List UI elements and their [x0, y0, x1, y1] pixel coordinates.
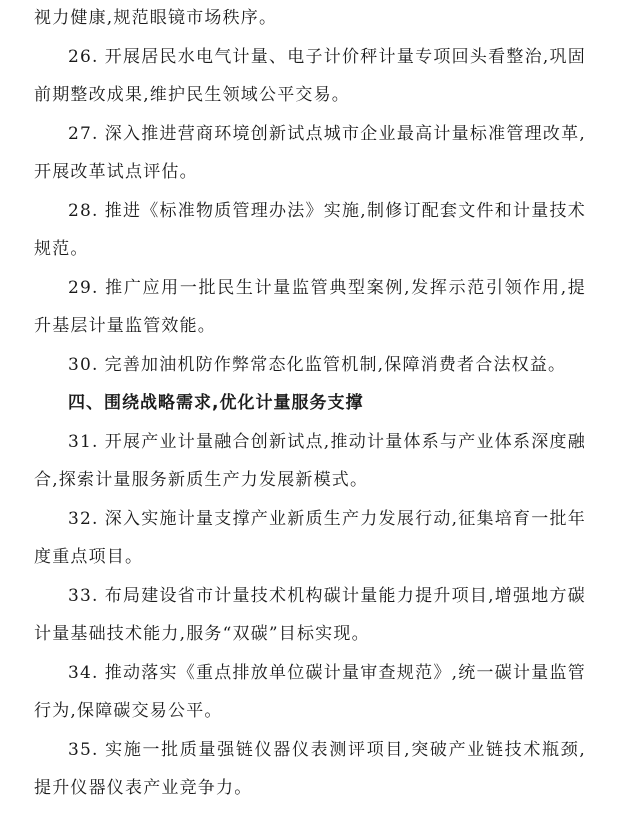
item-number: 32. [68, 508, 99, 529]
item-text: 实施一批质量强链仪器仪表测评项目,突破产业链技术瓶颈,提升仪器仪表产业竞争力。 [34, 739, 586, 798]
item-number: 33. [68, 585, 99, 606]
list-item [34, 38, 586, 115]
item-number: 26. [68, 46, 99, 67]
item-text: 深入推进营商环境创新试点城市企业最高计量标准管理改革,开展改革试点评估。 [34, 123, 586, 182]
item-text: 开展产业计量融合创新试点,推动计量体系与产业体系深度融合,探索计量服务新质生产力发展新模式。 [34, 431, 586, 490]
item-number: 34. [68, 662, 99, 683]
item-number: 31. [68, 431, 99, 452]
item-number: 28. [68, 200, 99, 221]
continuation-text: 视力健康,规范眼镜市场秩序。 [34, 8, 278, 28]
list-item [34, 731, 586, 808]
list-item [34, 346, 586, 385]
item-number: 30. [68, 354, 99, 375]
item-text: 推动落实《重点排放单位碳计量审查规范》,统一碳计量监管行为,保障碳交易公平。 [34, 662, 586, 721]
list-item [34, 269, 586, 346]
item-text: 开展居民水电气计量、电子计价秤计量专项回头看整治,巩固前期整改成果,维护民生领域公平交易。 [34, 46, 586, 105]
list-item [34, 423, 586, 500]
item-text: 布局建设省市计量技术机构碳计量能力提升项目,增强地方碳计量基础技术能力,服务“双碳”目标实现。 [34, 585, 586, 644]
item-list-before-heading [34, 38, 586, 385]
list-item [34, 115, 586, 192]
list-item [34, 500, 586, 577]
list-item [34, 577, 586, 654]
item-text: 推进《标准物质管理办法》实施,制修订配套文件和计量技术规范。 [34, 200, 586, 259]
item-text: 完善加油机防作弊常态化监管机制,保障消费者合法权益。 [104, 354, 567, 375]
item-number: 29. [68, 277, 99, 298]
section-heading: 四、围绕战略需求,优化计量服务支撑 [68, 393, 364, 413]
list-item [34, 654, 586, 731]
item-text: 推广应用一批民生计量监管典型案例,发挥示范引领作用,提升基层计量监管效能。 [34, 277, 586, 336]
item-text: 深入实施计量支撑产业新质生产力发展行动,征集培育一批年度重点项目。 [34, 508, 586, 567]
item-list-after-heading [34, 423, 586, 808]
item-number: 35. [68, 739, 99, 760]
item-number: 27. [68, 123, 99, 144]
list-item [34, 192, 586, 269]
